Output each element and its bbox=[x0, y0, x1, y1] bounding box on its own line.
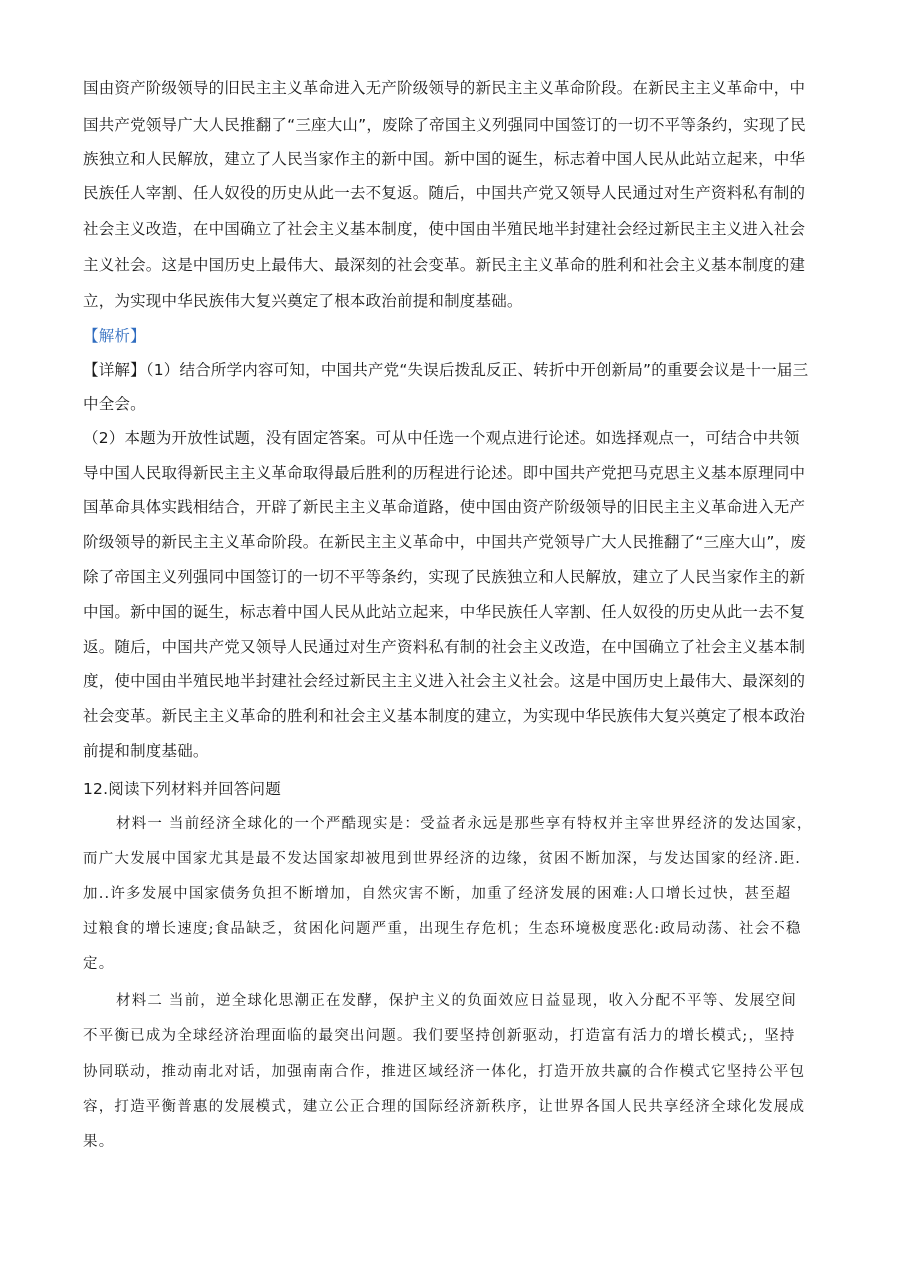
text-line: 中全会。 bbox=[83, 395, 146, 413]
text-line: 族独立和人民解放，建立了人民当家作主的新中国。新中国的诞生，标志着中国人民从此站立起来，中华 bbox=[83, 150, 806, 168]
text-line: 过粮食的增长速度;食品缺乏，贫困化问题严重，出现生存危机；生态环境极度恶化:政局动荡、社会不稳 bbox=[83, 921, 802, 937]
text-line: 前提和制度基础。 bbox=[83, 742, 209, 760]
question-title: 12.阅读下列材料并回答问题 bbox=[83, 780, 281, 798]
text-line: 度，使中国由半殖民地半封建社会经过新民主主义进入社会主义社会。这是中国历史上最伟大、最深刻的 bbox=[83, 672, 806, 690]
text-line: （2）本题为开放性试题，没有固定答案。可从中任选一个观点进行论述。如选择观点一，可结合中共领 bbox=[83, 429, 800, 447]
text-line: 中国。新中国的诞生，标志着中国人民从此站立起来，中华民族任人宰割、任人奴役的历史从此一去不复 bbox=[83, 603, 806, 621]
text-line: 材料二 当前，逆全球化思潮正在发酵，保护主义的负面效应日益显现，收入分配不平等、发展空间 bbox=[116, 993, 797, 1009]
analysis-heading: 【解析】 bbox=[83, 327, 146, 345]
text-line: 国共产党领导广大人民推翻了“三座大山”，废除了帝国主义列强同中国签订的一切不平等条约，实现了民 bbox=[83, 116, 806, 134]
text-line: 容，打造平衡普惠的发展模式，建立公正合理的国际经济新秩序，让世界各国人民共享经济全球化发展成 bbox=[83, 1099, 806, 1115]
text-line: 材料一 当前经济全球化的一个严酷现实是：受益者永远是那些享有特权并主宰世界经济的发达国家， bbox=[116, 816, 813, 832]
text-line: 协同联动，推动南北对话，加强南南合作，推进区域经济一体化，打造开放共赢的合作模式它坚持公平包 bbox=[83, 1064, 806, 1080]
text-line: 主义社会。这是中国历史上最伟大、最深刻的社会变革。新民主主义革命的胜利和社会主义基本制度的建 bbox=[83, 256, 806, 274]
text-line: 加..许多发展中国家债务负担不断增加，自然灾害不断，加重了经济发展的困难:人口增长过快，甚至超 bbox=[83, 886, 792, 902]
text-line: 民族任人宰割、任人奴役的历史从此一去不复返。随后，中国共产党又领导人民通过对生产资料私有制的 bbox=[83, 184, 806, 202]
text-line: 社会主义改造，在中国确立了社会主义基本制度，使中国由半殖民地半封建社会经过新民主主义进入社会 bbox=[83, 220, 806, 238]
text-line: 返。随后，中国共产党又领导人民通过对生产资料私有制的社会主义改造，在中国确立了社会主义基本制 bbox=[83, 638, 806, 656]
text-line: 而广大发展中国家尤其是最不发达国家却被甩到世界经济的边缘，贫困不断加深，与发达国家的经济.距. bbox=[83, 851, 802, 867]
text-line: 国由资产阶级领导的旧民主主义革命进入无产阶级领导的新民主主义革命阶段。在新民主主义革命中，中 bbox=[83, 79, 806, 97]
text-line: 社会变革。新民主主义革命的胜利和社会主义基本制度的建立，为实现中华民族伟大复兴奠定了根本政治 bbox=[83, 707, 806, 725]
text-line: 立，为实现中华民族伟大复兴奠定了根本政治前提和制度基础。 bbox=[83, 292, 523, 310]
text-line: 导中国人民取得新民主主义革命取得最后胜利的历程进行论述。即中国共产党把马克思主义基本原理同中 bbox=[83, 464, 806, 482]
text-line: 除了帝国主义列强同中国签订的一切不平等条约，实现了民族独立和人民解放，建立了人民当家作主的新 bbox=[83, 568, 806, 586]
text-line: 果。 bbox=[83, 1134, 115, 1150]
text-line: 国革命具体实践相结合，开辟了新民主主义革命道路，使中国由资产阶级领导的旧民主主义革命进入无产 bbox=[83, 498, 806, 516]
text-line: 阶级领导的新民主主义革命阶段。在新民主主义革命中，中国共产党领导广大人民推翻了“三座大山”，废 bbox=[83, 533, 806, 551]
text-line: 不平衡已成为全球经济治理面临的最突出问题。我们要坚持创新驱动，打造富有活力的增长模式;，坚持 bbox=[83, 1028, 796, 1044]
text-line: 定。 bbox=[83, 956, 115, 972]
text-line: 【详解】（1）结合所学内容可知，中国共产党“失误后拨乱反正、转折中开创新局”的重要会议是十一届三 bbox=[83, 361, 809, 379]
